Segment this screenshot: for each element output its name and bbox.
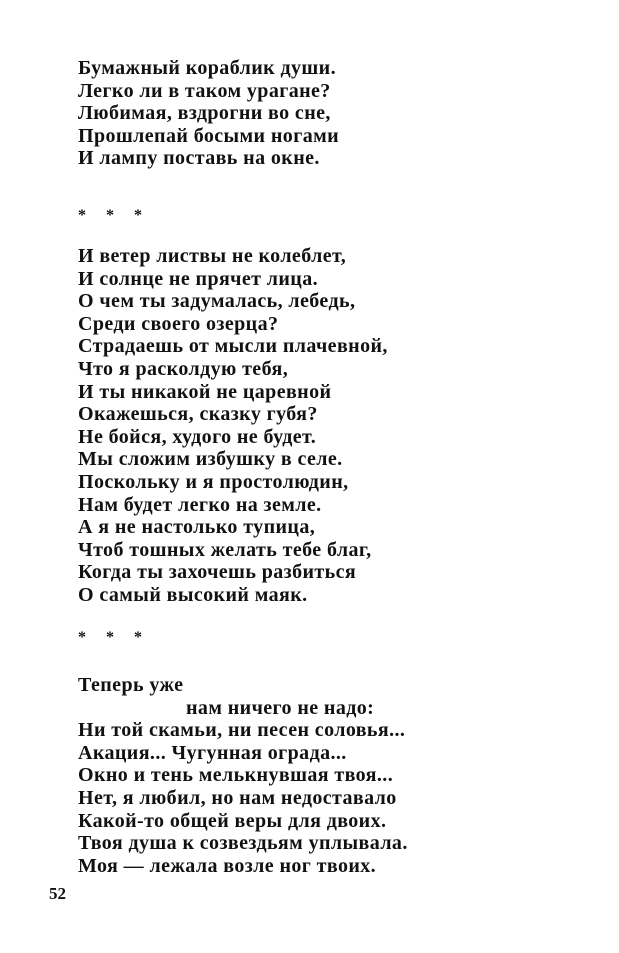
poem-line: Бумажный кораблик души. (78, 57, 336, 79)
poem-line: Какой-то общей веры для двоих. (78, 809, 387, 832)
poem-line: Страдаешь от мысли плачевной, (78, 335, 388, 358)
poem-line: О самый высокий маяк. (78, 583, 308, 606)
poem-line: Поскольку и я простолюдин, (78, 470, 349, 493)
poem-line: Нет, я любил, но нам недоставало (78, 786, 397, 809)
poem-line: Не бойся, худого не будет. (78, 425, 317, 448)
poem-line: Твоя душа к созвездьям уплывала. (78, 832, 408, 855)
poem-line: О чем ты задумалась, лебедь, (78, 290, 356, 313)
poem-line: Мы сложим избушку в селе. (78, 448, 343, 471)
poem-line: Любимая, вздрогни во сне, (78, 102, 331, 125)
poem-stanza-2 (78, 245, 388, 607)
poem-stanza-1 (78, 57, 339, 170)
poem-line: И ты никакой не царевной (78, 380, 332, 403)
poem-line: Ни той скамьи, ни песен соловья... (78, 719, 406, 742)
poem-line: Чтоб тошных желать тебе благ, (78, 538, 372, 561)
poem-line: Окно и тень мелькнувшая твоя... (78, 764, 394, 787)
poem-line: Легко ли в таком урагане? (78, 79, 331, 102)
poem-line: Теперь уже (78, 674, 184, 696)
poem-line: Акация... Чугунная ограда... (78, 741, 347, 764)
poem-line: Когда ты захочешь разбиться (78, 561, 357, 584)
poem-line: Нам будет легко на земле. (78, 493, 322, 516)
poem-line: Что я расколдую тебя, (78, 357, 289, 380)
poem-line: А я не настолько тупица, (78, 516, 316, 539)
poem-line: Прошлепай босыми ногами (78, 124, 340, 147)
poem-line-indented: нам ничего не надо: (186, 696, 375, 719)
poem-line: И солнце не прячет лица. (78, 267, 319, 290)
poem-line: И лампу поставь на окне. (78, 147, 320, 170)
page-number: 52 (49, 884, 66, 903)
section-separator: * * * (78, 629, 150, 646)
poem-stanza-3 (78, 674, 408, 877)
poem-line: Окажешься, сказку губя? (78, 403, 318, 426)
section-separator: * * * (78, 207, 150, 224)
poem-line: Моя — лежала возле ног твоих. (78, 854, 377, 877)
poem-line: Среди своего озерца? (78, 312, 279, 335)
poem-line: И ветер листвы не колеблет, (78, 245, 347, 267)
